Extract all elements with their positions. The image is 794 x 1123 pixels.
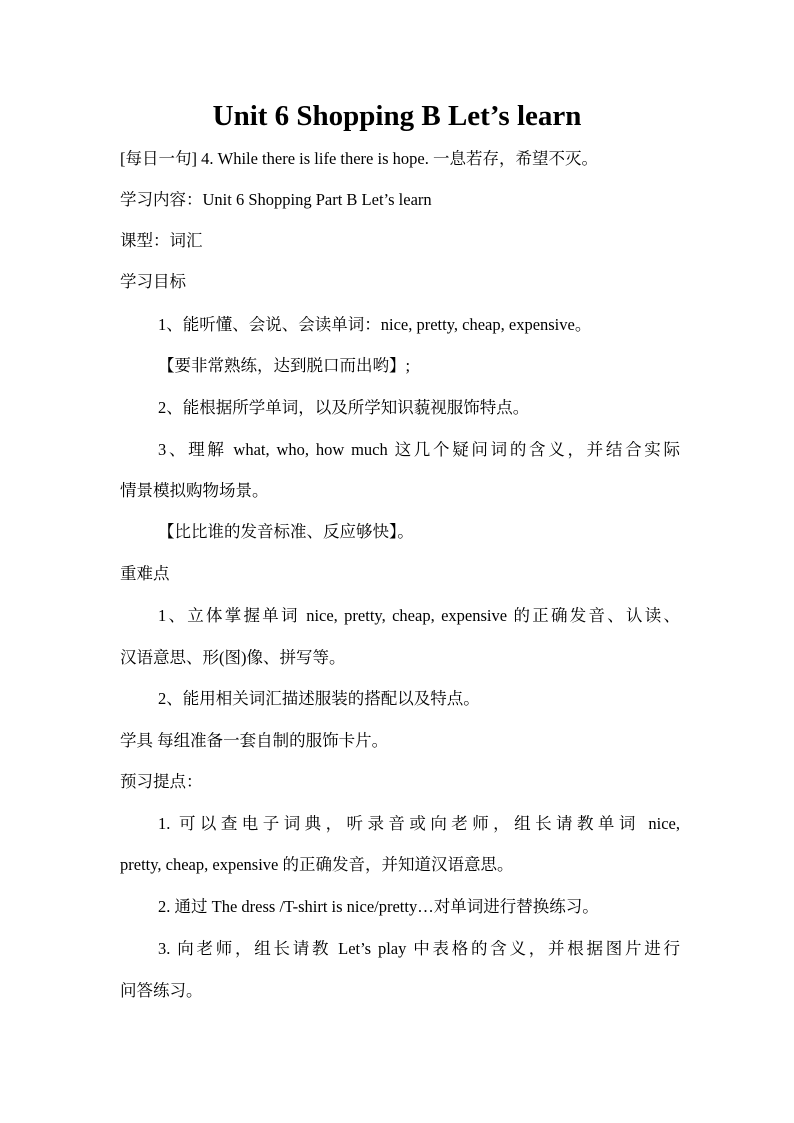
- key-point-1: 1、立体掌握单词 nice, pretty, cheap, expensive 的正确发音、认读、: [158, 606, 680, 625]
- materials-line: 学具 每组准备一套自制的服饰卡片。: [120, 731, 389, 750]
- key-point-1-cont: 汉语意思、形(图)像、拼写等。: [120, 648, 346, 667]
- tip-3-cont: 问答练习。: [120, 981, 203, 1000]
- document-title: Unit 6 Shopping B Let’s learn: [212, 100, 582, 132]
- lesson-type-line: 课型：词汇: [120, 231, 203, 250]
- objective-1: 1、能听懂、会说、会读单词：nice, pretty, cheap, expensive。: [158, 315, 592, 334]
- key-point-2: 2、能用相关词汇描述服装的搭配以及特点。: [158, 689, 480, 708]
- objectives-heading: 学习目标: [120, 272, 186, 291]
- objective-1-note: 【要非常熟练，达到脱口而出哟】;: [158, 356, 411, 375]
- objective-3: 3、理解 what, who, how much 这几个疑问词的含义，并结合实际: [158, 440, 680, 459]
- tip-1: 1. 可以查电子词典，听录音或向老师，组长请教单词 nice,: [158, 814, 680, 833]
- tip-1-cont: pretty, cheap, expensive 的正确发音，并知道汉语意思。: [120, 855, 514, 874]
- objective-3-note: 【比比谁的发音标准、反应够快】。: [158, 522, 414, 541]
- objective-3-cont: 情景模拟购物场景。: [120, 481, 269, 500]
- objective-2: 2、能根据所学单词，以及所学知识藐视服饰特点。: [158, 398, 530, 417]
- preview-tips-heading: 预习提点：: [120, 772, 203, 791]
- daily-quote-line: [每日一句] 4. While there is life there is hope. 一息若存，希望不灭。: [120, 149, 598, 168]
- tip-2: 2. 通过 The dress /T-shirt is nice/pretty…对单词进行替换练习。: [158, 897, 599, 916]
- study-content-line: 学习内容：Unit 6 Shopping Part B Let’s learn: [120, 190, 432, 209]
- key-points-heading: 重难点: [120, 564, 170, 583]
- tip-3: 3. 向老师，组长请教 Let’s play 中表格的含义，并根据图片进行: [158, 939, 680, 958]
